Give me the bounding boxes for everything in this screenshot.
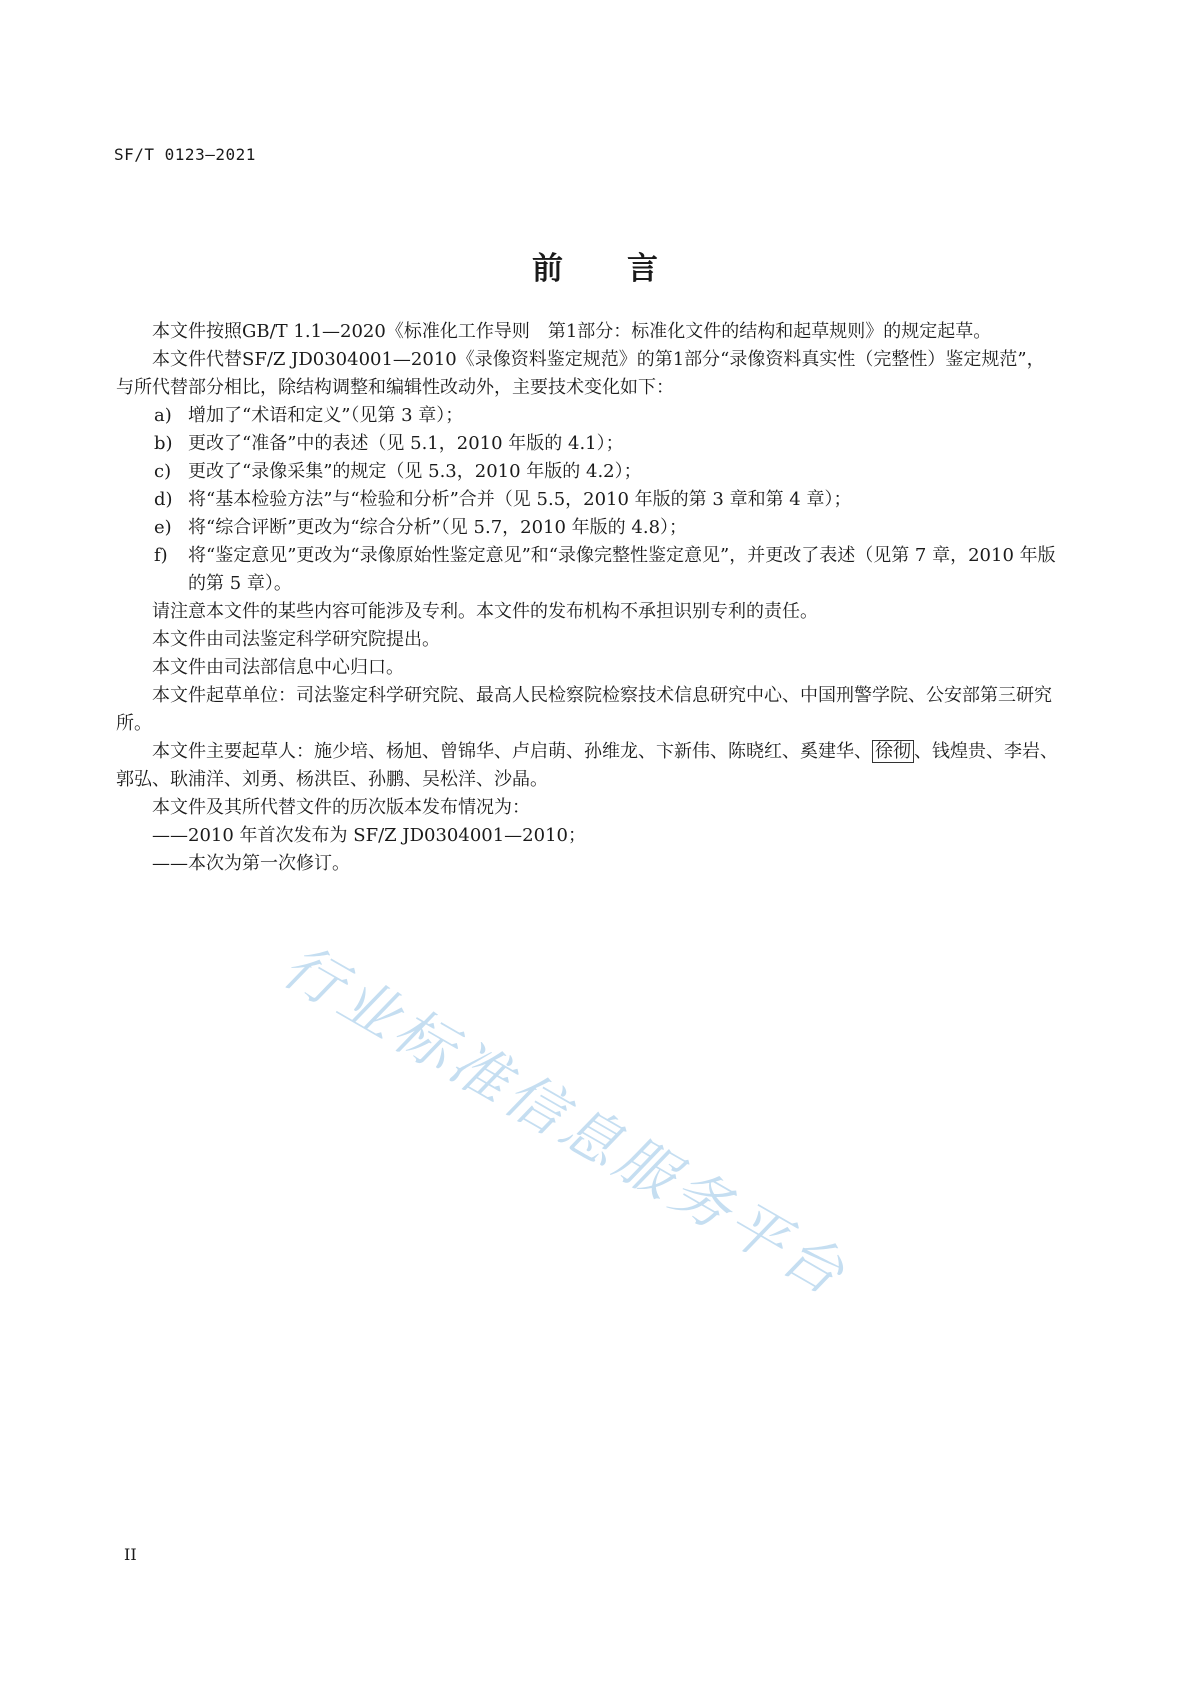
document-code: SF/T 0123—2021 — [114, 145, 256, 164]
list-marker: a) — [154, 405, 172, 426]
foreword-body — [116, 318, 1060, 878]
boxed-name: 徐彻 — [872, 740, 914, 763]
proposer-statement: 本文件由司法鉴定科学研究院提出。 — [152, 629, 440, 650]
list-item — [116, 514, 1060, 542]
list-marker: f) — [154, 545, 168, 566]
list-item-text: 将“鉴定意见”更改为“录像原始性鉴定意见”和“录像完整性鉴定意见”，并更改了表述（见第 7 章，2010 年版的第 5 章）。 — [188, 545, 1056, 594]
changes-list — [116, 402, 1060, 598]
list-item-text: 增加了“术语和定义”（见第 3 章）； — [188, 405, 464, 426]
page-number: II — [124, 1545, 137, 1564]
list-item — [116, 402, 1060, 430]
history-item: ——本次为第一次修订。 — [152, 853, 350, 874]
list-marker: b) — [154, 433, 173, 454]
watermark-text: 行业标准信息服务平台 — [271, 931, 860, 1311]
history-intro: 本文件及其所代替文件的历次版本发布情况为： — [152, 797, 530, 818]
list-item-text: 将“综合评断”更改为“综合分析”（见 5.7，2010 年版的 4.8）； — [188, 517, 688, 538]
watermark — [271, 920, 1032, 1340]
patent-notice: 请注意本文件的某些内容可能涉及专利。本文件的发布机构不承担识别专利的责任。 — [152, 601, 818, 622]
list-item — [116, 458, 1060, 486]
list-item — [116, 486, 1060, 514]
history-item: ——2010 年首次发布为 SF/Z JD0304001—2010； — [152, 825, 586, 846]
drafting-units: 本文件起草单位：司法鉴定科学研究院、最高人民检察院检察技术信息研究中心、中国刑警学院、公安部第三研究所。 — [116, 685, 1052, 734]
list-item-text: 更改了“准备”中的表述（见 5.1，2010 年版的 4.1）； — [188, 433, 624, 454]
page-title — [0, 243, 1190, 288]
list-marker: e) — [154, 517, 172, 538]
drafters-text-after: 、钱煌贵、李岩、郭弘、耿浦洋、刘勇、杨洪臣、孙鹏、吴松洋、沙晶。 — [116, 741, 1058, 790]
list-item — [116, 542, 1060, 598]
title-char-left: 前 — [532, 251, 563, 287]
paragraph-drafting-basis: 本文件按照GB/T 1.1—2020《标准化工作导则 第1部分：标准化文件的结构和起草规则》的规定起草。 — [152, 321, 992, 342]
drafters — [116, 738, 1060, 794]
centralizer-statement: 本文件由司法部信息中心归口。 — [152, 657, 404, 678]
paragraph-replacement: 本文件代替SF/Z JD0304001—2010《录像资料鉴定规范》的第1部分“录像资料真实性（完整性）鉴定规范”，与所代替部分相比，除结构调整和编辑性改动外，主要技术变化如下： — [116, 349, 1045, 398]
list-item — [116, 430, 1060, 458]
list-item-text: 将“基本检验方法”与“检验和分析”合并（见 5.5，2010 年版的第 3 章和第 4 章）； — [188, 489, 852, 510]
list-item-text: 更改了“录像采集”的规定（见 5.3，2010 年版的 4.2）； — [188, 461, 642, 482]
list-marker: c) — [154, 461, 172, 482]
list-marker: d) — [154, 489, 173, 510]
drafters-text-before: 本文件主要起草人：施少培、杨旭、曾锦华、卢启萌、孙维龙、卞新伟、陈晓红、奚建华、 — [152, 741, 872, 762]
title-char-right: 言 — [627, 251, 658, 287]
